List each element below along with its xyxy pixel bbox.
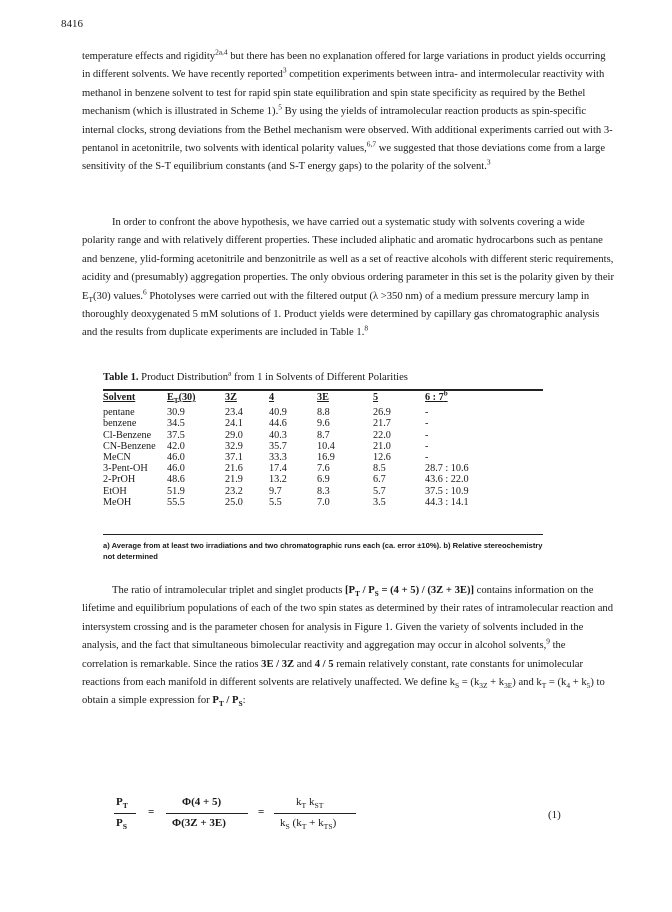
table-row: CN-Benzene 42.0 32.9 35.7 10.4 21.0 -	[103, 440, 429, 452]
table-row: Cl-Benzene 37.5 29.0 40.3 8.7 22.0 -	[103, 429, 429, 441]
table-row: MeCN 46.0 37.1 33.3 16.9 12.6 -	[103, 452, 429, 464]
paragraph-2: In order to confront the above hypothesis, we have carried out a systematic study with solvents covering a wide polarity range and with relatively different properties. These included aliphatic and aromatic hydrocarbons such as pentane and benzene, ylid-forming acetonitrile and benzonitrile as well as a set of reactive alcohols with different steric requirements, acidity and (presumably) aggregation properties. The only obvious ordering parameter in this set is the polarity given by their $E_T(30)$ values.$^6$ Photolyses were carried out with the filtered output (λ >350 nm) of a medium pressure mercury lamp in thoroughly deoxygenated 5 mM solutions of 1. Product yields were determined by capillary gas chromatographic analysis and the results from duplicate experiments are included in Table 1.$^8$	[82, 217, 614, 339]
eq-fraction-line-3	[274, 813, 356, 814]
table-top-rule	[103, 389, 543, 391]
header-3z: 3Z	[225, 392, 237, 403]
eq-numerator-2: Φ(4 + 5)	[182, 796, 222, 808]
paragraph-3: The ratio of intramolecular triplet and singlet products $[P_T / P_S = (4 + 5) / (3Z + 3E)]$ contains information on the lifetime and equilibrium populations of each of the two spin states as determined by their rates of intramolecular reaction and intersystem crossing and is the parameter chosen for analysis in Figure 1. Given the variety of solvents included in the analysis, and the fact that simultaneous bimolecular reactivity and aggregation may occur in alcohol solvents,$^9$ the correlation is remarkable. Since the ratios 3E / 3Z and 4 / 5 remain relatively constant, rate constants for unimolecular reactions from each manifold in different solvents are relatively unaffected. We define $k_S = (k_{3Z} + k_{3E})$ and $k_T = (k_4 + k_5)$ to obtain a simple expression for $P_T / P_S$:	[82, 585, 613, 709]
paragraph-1: temperature effects and rigidity$^{2a,4}$ but there has been no explanation offered for large variations in product yields occurring in different solvents. We have recently reported$^3$ competition experiments between intra- and intermolecular reactivity with methanol in benzene solvent to test for rapid spin state equilibration and spin state specificity as required by the Bethel mechanism (which is illustrated in Scheme 1).$^5$ By using the yields of intramolecular reaction products as spin-specific internal clocks, strong deviations from the Bethel mechanism were observed. With additional experiments carried out with 3-pentanol in acetonitrile, two solvents with identical polarity values,$^{6,7}$ we suggested that those deviations come from a large sensitivity of the S-T equilibrium constants (and S-T energy gaps) to the polarity of the solvent.$^3$	[82, 47, 613, 173]
header-solvent: Solvent	[103, 392, 136, 403]
header-3e: 3E	[317, 392, 329, 403]
header-6-7: 6 : 7$^b$	[425, 389, 448, 403]
header-5: 5	[373, 392, 379, 403]
table-header-row	[103, 392, 543, 407]
eq-equals-2: =	[258, 806, 265, 818]
eq-denominator-2: Φ(3Z + 3E)	[172, 817, 226, 829]
table-footnote: a) Average from at least two irradiations and two chromatographic runs each (ca. error ±10%). b) Relative stereochemistry not determined	[103, 541, 543, 561]
product-distribution-table	[103, 389, 543, 508]
eq-equals-1: =	[148, 806, 155, 818]
eq-denominator-3: $k_S$ $(k_T + k_{TS})$	[280, 817, 337, 832]
header-et30: $E_T(30)$	[167, 392, 196, 406]
table-row: 2-PrOH 48.6 21.9 13.2 6.9 6.7 43.6 : 22.0	[103, 474, 469, 486]
page-number: 8416	[61, 18, 83, 30]
header-4: 4	[269, 392, 275, 403]
equation-number: (1)	[548, 809, 561, 821]
table-row: benzene 34.5 24.1 44.6 9.6 21.7 -	[103, 418, 429, 430]
eq-ps: $P_S$	[116, 817, 128, 832]
table-row: pentane 30.9 23.4 40.9 8.8 26.9 -	[103, 407, 429, 419]
table-caption: Table 1. Product Distribution$^a$ from 1 in Solvents of Different Polarities	[103, 368, 408, 383]
table-row: 3-Pent-OH 46.0 21.6 17.4 7.6 8.5 28.7 : 10.6	[103, 463, 469, 475]
table-row: EtOH 51.9 23.2 9.7 8.3 5.7 37.5 : 10.9	[103, 485, 469, 497]
eq-fraction-line-1	[114, 813, 136, 814]
eq-numerator-3: $k_T$ $k_{ST}$	[296, 796, 324, 811]
eq-fraction-line-2	[166, 813, 248, 814]
eq-pt: $P_T$	[116, 796, 128, 811]
table-row: MeOH 55.5 25.0 5.5 7.0 3.5 44.3 : 14.1	[103, 496, 469, 508]
table-bottom-rule	[103, 534, 543, 535]
